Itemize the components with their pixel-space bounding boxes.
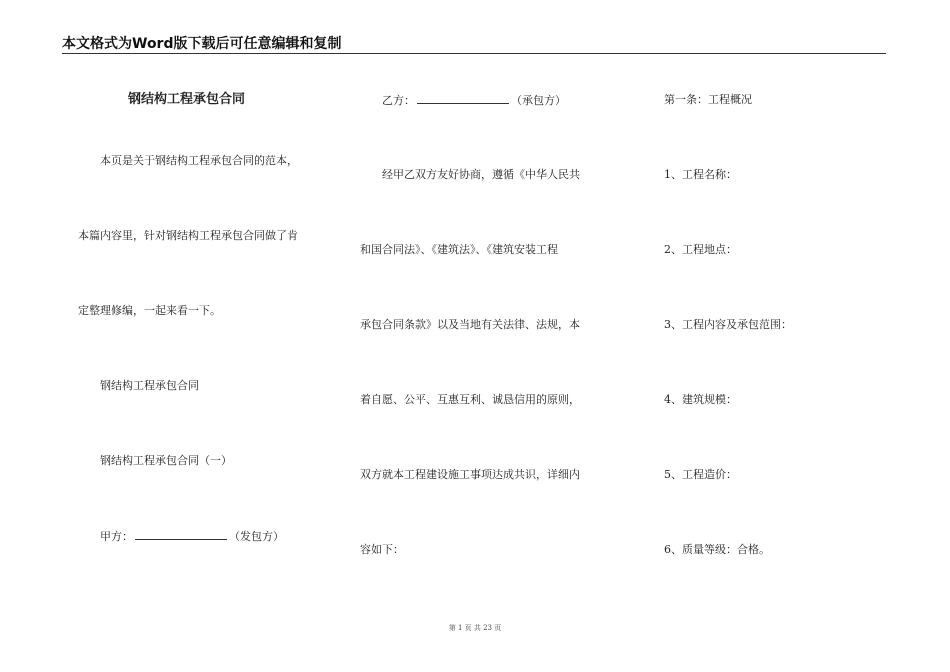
party-b-line — [382, 93, 566, 108]
item-project-name: 1、工程名称： — [664, 168, 737, 181]
header-divider — [62, 53, 886, 54]
item-project-cost: 5、工程造价： — [664, 468, 737, 481]
body-line-5: 双方就本工程建设施工事项达成共识，详细内 — [360, 468, 580, 481]
item-project-scope: 3、工程内容及承包范围： — [664, 318, 792, 331]
intro-line-1: 本页是关于钢结构工程承包合同的范本， — [100, 154, 298, 167]
article-heading: 第一条：工程概况 — [664, 93, 752, 106]
party-b-label: 乙方： — [382, 94, 415, 107]
document-title: 钢结构工程承包合同 — [128, 92, 246, 107]
party-b-blank — [417, 93, 509, 104]
party-a-suffix: （发包方） — [229, 530, 284, 543]
item-project-location: 2、工程地点： — [664, 243, 737, 256]
item-quality-grade: 6、质量等级：合格。 — [664, 543, 770, 556]
body-line-2: 和国合同法》、《建筑法》、《建筑安装工程 — [360, 243, 558, 256]
body-line-1: 经甲乙双方友好协商，遵循《中华人民共 — [382, 168, 580, 181]
intro-line-3: 定整理修编，一起来看一下。 — [78, 304, 221, 317]
page-header: 本文格式为Word版下载后可任意编辑和复制 — [62, 36, 342, 52]
intro-line-2: 本篇内容里，针对钢结构工程承包合同做了肯 — [78, 229, 298, 242]
body-line-6: 容如下： — [360, 543, 404, 556]
contract-heading: 钢结构工程承包合同（一） — [100, 454, 232, 467]
body-line-3: 承包合同条款》以及当地有关法律、法规，本 — [360, 318, 580, 331]
body-line-4: 着自愿、公平、互惠互利、诚恳信用的原则， — [360, 393, 580, 406]
subtitle-line: 钢结构工程承包合同 — [100, 379, 199, 392]
party-a-blank — [135, 529, 227, 540]
page-number: 第 1 页 共 23 页 — [448, 624, 502, 632]
item-building-scale: 4、建筑规模： — [664, 393, 737, 406]
party-a-label: 甲方： — [100, 530, 133, 543]
party-a-line — [100, 529, 284, 544]
party-b-suffix: （承包方） — [511, 94, 566, 107]
